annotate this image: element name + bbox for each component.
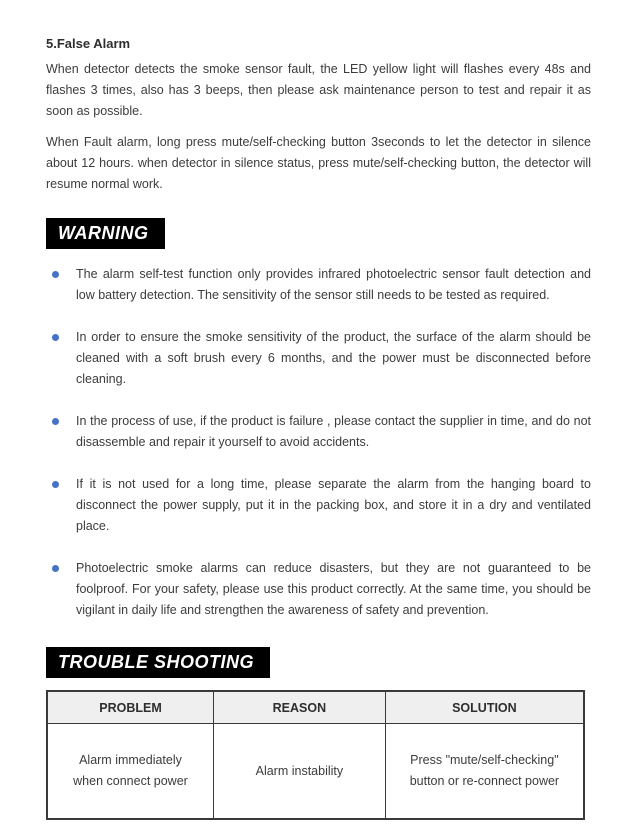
warning-bullet-item	[46, 558, 591, 621]
false-alarm-paragraph-1: When detector detects the smoke sensor fault, the LED yellow light will flashes every 48s and flashes 3 times, also has 3 beeps, then please ask maintenance person to test and repair it as soon as possible.	[46, 62, 591, 118]
warning-banner: WARNING	[46, 218, 165, 249]
warning-bullet-item	[46, 411, 591, 453]
warning-bullet-item	[46, 327, 591, 390]
section-title-false-alarm: 5.False Alarm	[46, 36, 131, 51]
bullet-dot-icon	[52, 418, 59, 425]
trouble-shooting-table	[46, 690, 585, 820]
warning-bullet-item	[46, 264, 591, 306]
table-cell-problem: Alarm immediately when connect power	[47, 724, 213, 820]
bullet-dot-icon	[52, 271, 59, 278]
table-cell-reason: Alarm instability	[213, 724, 385, 820]
table-row	[47, 724, 584, 820]
warning-bullet-item	[46, 474, 591, 537]
warning-bullet-text: Photoelectric smoke alarms can reduce disasters, but they are not guaranteed to be foolproof. For your safety, please use this product correctly. At the same time, you should be vigilant in daily life and strengthen the awareness of safety and prevention.	[76, 561, 591, 617]
table-header-problem: PROBLEM	[47, 691, 213, 724]
warning-bullet-text: If it is not used for a long time, please separate the alarm from the hanging board to disconnect the power supply, put it in the packing box, and store it in a dry and ventilated place.	[76, 477, 591, 533]
trouble-shooting-banner: TROUBLE SHOOTING	[46, 647, 270, 678]
table-header-reason: REASON	[213, 691, 385, 724]
false-alarm-paragraph-2: When Fault alarm, long press mute/self-checking button 3seconds to let the detector in silence about 12 hours. when detector in silence status, press mute/self-checking button, the detector will resume normal work.	[46, 135, 591, 191]
warning-bullet-list	[46, 264, 591, 621]
table-cell-solution: Press "mute/self-checking" button or re-connect power	[385, 724, 584, 820]
bullet-dot-icon	[52, 334, 59, 341]
bullet-dot-icon	[52, 565, 59, 572]
warning-bullet-text: In order to ensure the smoke sensitivity of the product, the surface of the alarm should be cleaned with a soft brush every 6 months, and the power must be disconnected before cleaning.	[76, 330, 591, 386]
table-header-solution: SOLUTION	[385, 691, 584, 724]
warning-bullet-text: In the process of use, if the product is failure , please contact the supplier in time, and do not disassemble and repair it yourself to avoid accidents.	[76, 414, 591, 449]
warning-bullet-text: The alarm self-test function only provides infrared photoelectric sensor fault detection and low battery detection. The sensitivity of the sensor still needs to be tested as required.	[76, 267, 591, 302]
table-header-row	[47, 691, 584, 724]
bullet-dot-icon	[52, 481, 59, 488]
